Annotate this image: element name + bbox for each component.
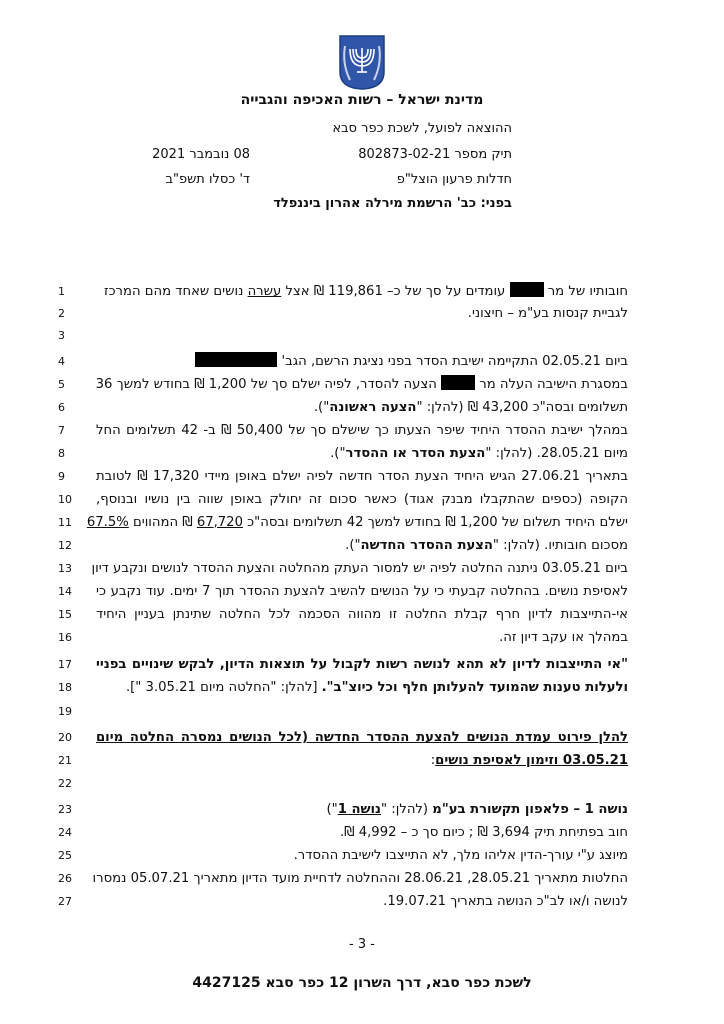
line-number: 17 — [58, 658, 72, 671]
line-text: במהלך או עקב דיון זה. — [499, 630, 628, 645]
line-number: 23 — [58, 803, 72, 816]
line-12 — [0, 535, 724, 557]
line-7 — [0, 420, 724, 442]
line-text: לאסיפת נושים. בהחלטה קבעתי כי על הנושים להשיב להצעת ההסדר תוך 7 ימים. עוד נקבע כי — [96, 584, 628, 599]
line-21 — [0, 750, 724, 772]
line-text: בתאריך 27.06.21 הגיש היחיד הצעת הסדר חדשה לפיה ישלם באופן מיידי 17,320 ₪ לטובת — [96, 469, 628, 484]
organization-title: מדינת ישראל – רשות האכיפה והגבייה — [240, 92, 484, 108]
line-14 — [0, 581, 724, 603]
date-hebrew: ד' כסלו תשפ"ב — [165, 172, 250, 187]
judge-line: בפני: כב' הרשמת מירלה אהרון ביננפלד — [273, 196, 512, 211]
line-text: ביום 03.05.21 ניתנה החלטה לפיה יש למסור העתק מהחלטה והצעת ההסדר לנושים ונקבע דיון — [91, 561, 628, 576]
line-11 — [0, 512, 724, 534]
line-number: 21 — [58, 754, 72, 767]
section-heading: להלן פירוט עמדת הנושים להצעת ההסדר החדשה (לכל הנושים נמסרה החלטה מיום — [96, 730, 628, 745]
line-text: אי-התייצבות לדיון חרף קבלת החלטה זו מהווה הסכמה לכל החלטה שתינתן בעניין היחיד — [96, 607, 628, 622]
line-text: הקופה (כספים שהתקבלו מבנק אגוד) כאשר סכום זה יחולק באופן שווה בין נושיו ובנוסף, — [96, 492, 628, 507]
text-span: : — [430, 753, 436, 768]
text-span-underlined: 67,720 — [196, 515, 243, 530]
text-span-bold: הצעה ראשונה — [329, 400, 417, 415]
line-8 — [0, 443, 724, 465]
line-9 — [0, 466, 724, 488]
line-number: 24 — [58, 826, 72, 839]
text-span: "). — [313, 400, 330, 415]
text-span: תשלומים ובסה"כ 43,200 ₪ (להלן: " — [416, 400, 628, 415]
line-number: 7 — [58, 424, 65, 437]
text-span: (להלן: " — [381, 802, 429, 817]
line-4 — [0, 351, 724, 373]
line-number: 26 — [58, 872, 72, 885]
line-number: 16 — [58, 631, 72, 644]
line-text: חוב בפתיחת תיק 3,694 ₪ ; כיום סך כ – 4,992 ₪. — [339, 825, 628, 840]
text-span-bold: ולעלות טענות שהמועד להעלותן חלף וכל כיוצ"ב". — [321, 680, 628, 695]
line-3 — [0, 325, 724, 347]
line-number: 19 — [58, 705, 72, 718]
state-emblem-icon — [338, 34, 386, 90]
line-text: לנושה ו/או לב"כ הנושה בתאריך 19.07.21. — [383, 894, 628, 909]
text-span: ") — [326, 802, 338, 817]
line-number: 9 — [58, 470, 65, 483]
date-gregorian: 08 נובמבר 2021 — [152, 147, 250, 162]
line-22 — [0, 773, 724, 795]
line-number: 3 — [58, 329, 65, 342]
line-19 — [0, 701, 724, 723]
text-span: עומדים על סך של כ– — [387, 284, 506, 299]
text-span: מיום 28.05.21. (להלן: " — [485, 446, 628, 461]
line-15 — [0, 604, 724, 626]
line-23 — [0, 799, 724, 821]
line-number: 11 — [58, 516, 72, 529]
line-6 — [0, 397, 724, 419]
redaction-block — [441, 375, 475, 390]
text-span: ישלם היחיד תשלום של 1,200 ₪ בחודש למשך 42 תשלומים ובסה"כ — [247, 515, 628, 530]
line-number: 5 — [58, 378, 65, 391]
line-10 — [0, 489, 724, 511]
line-20 — [0, 727, 724, 749]
line-number: 25 — [58, 849, 72, 862]
line-16 — [0, 627, 724, 649]
procedure-type: חדלות פרעון הוצל"פ — [396, 172, 512, 187]
line-number: 1 — [58, 285, 65, 298]
line-13 — [0, 558, 724, 580]
line-18 — [0, 677, 724, 699]
text-span: מסכום חובותיו. (להלן: " — [492, 538, 628, 553]
line-5 — [0, 374, 724, 396]
line-number: 14 — [58, 585, 72, 598]
line-number: 8 — [58, 447, 65, 460]
text-span: "). — [345, 538, 361, 553]
line-27 — [0, 891, 724, 913]
line-text: מיוצג ע"י עורך-הדין אליהו מלך, לא התייצבו לישיבת ההסדר. — [293, 848, 628, 863]
line-text: החלטות מתאריך 28.05.21, 28.06.21 וההחלטה לדחיית מועד הדיון מתאריך 05.07.21 נמסרו — [92, 871, 628, 886]
text-span: הצעה להסדר, לפיה ישלם סך של 1,200 ₪ בחודש למשך 36 — [95, 377, 437, 392]
line-number: 4 — [58, 355, 65, 368]
line-number: 10 — [58, 493, 72, 506]
text-span: ₪ המהווים — [133, 515, 193, 530]
line-26 — [0, 868, 724, 890]
text-span: ביום 02.05.21 התקיימה ישיבת הסדר בפני נציגת הרשם, הגב' — [281, 354, 628, 369]
line-number: 22 — [58, 777, 72, 790]
line-17 — [0, 654, 724, 676]
line-number: 27 — [58, 895, 72, 908]
text-span: "). — [330, 446, 346, 461]
section-heading-cont: 03.05.21 וזימון לאסיפת נושים — [435, 753, 628, 768]
line-number: 18 — [58, 681, 72, 694]
text-span: במסגרת הישיבה העלה מר — [479, 377, 628, 392]
text-span: [להלן: "החלטה מיום 3.05.21 "]. — [125, 680, 318, 695]
line-number: 6 — [58, 401, 65, 414]
text-span-underlined: 67.5% — [86, 515, 129, 530]
redaction-block — [195, 352, 277, 367]
line-text: לגביית קנסות בע"מ – חיצוני. — [467, 306, 628, 321]
line-number: 15 — [58, 608, 72, 621]
text-span: נושים שאחד מהם המרכז — [104, 284, 244, 299]
redaction-block — [510, 282, 544, 297]
text-span-underlined: עשרה — [247, 284, 282, 299]
text-span: 119,861 ₪ אצל — [285, 284, 383, 299]
text-span-bold: הצעת הסדר או ההסדר — [345, 446, 486, 461]
text-span-bold: הצעת ההסדר החדשה — [360, 538, 493, 553]
file-number: תיק מספר 802873-02-21 — [358, 147, 512, 162]
line-25 — [0, 845, 724, 867]
line-number: 2 — [58, 307, 65, 320]
office-line: ההוצאה לפועל, לשכת כפר סבא — [332, 121, 512, 136]
line-2 — [0, 303, 724, 325]
text-span: חובותיו של מר — [547, 284, 628, 299]
text-span-bold-underlined: נושה 1 — [337, 802, 382, 817]
line-number: 13 — [58, 562, 72, 575]
line-number: 12 — [58, 539, 72, 552]
creditor-title: נושה 1 – פלאפון תקשורת בע"מ — [432, 802, 628, 817]
footer-address: לשכת כפר סבא, דרך השרון 12 כפר סבא 4427125 — [192, 975, 532, 991]
line-text: במהלך ישיבת ההסדר היחיד שיפר הצעתו כך שישלם סך של 50,400 ₪ ב- 42 תשלומים החל — [96, 423, 628, 438]
page-number: - 3 - — [349, 937, 375, 952]
quote-text: "אי התייצבות לדיון לא תהא לנושה רשות לקבול על תוצאות הדיון, לבקש שינויים בפניי — [96, 657, 628, 672]
line-number: 20 — [58, 731, 72, 744]
line-1 — [0, 281, 724, 303]
line-24 — [0, 822, 724, 844]
